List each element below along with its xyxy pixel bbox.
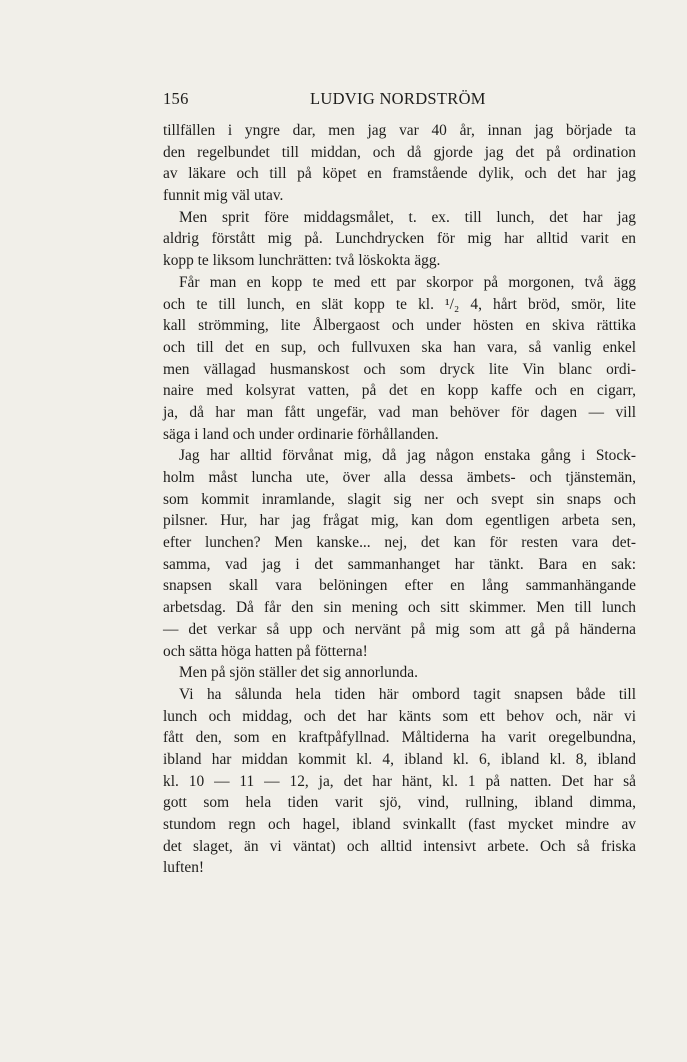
text-line: Får man en kopp te med ett par skorpor på morgonen, två ägg	[179, 273, 636, 291]
text-line: fått den, som en kraftpåfyllnad. Måltiderna ha varit oregelbundna,	[163, 729, 636, 747]
text-line: samma, vad jag i det sammanhanget har tänkt. Bara en sak:	[163, 555, 636, 573]
text-line: — det verkar så upp och nervänt på mig som att gå på händerna	[163, 620, 636, 638]
text-line: aldrig förstått mig på. Lunchdrycken för mig har alltid varit en	[163, 230, 636, 248]
text-line: kl. 10 — 11 — 12, ja, det har hänt, kl. 1 på natten. Det har så	[163, 772, 636, 790]
text-line: ja, då har man fått ungefär, vad man behöver för dagen — vill	[163, 403, 636, 421]
text-line: tillfällen i yngre dar, men jag var 40 år, innan jag började ta	[163, 122, 636, 139]
text-line: det slaget, än vi väntat) och alltid intensivt arbete. Och så friska	[163, 837, 636, 855]
text-line: stundom regn och hagel, ibland svinkallt (fast mycket mindre av	[163, 816, 636, 833]
text-line: holm måst luncha ute, över alla dessa ämbets- och tjänstemän,	[163, 469, 636, 486]
text-line: kopp te liksom lunchrätten: två löskokta ägg.	[163, 252, 441, 270]
text-line: av läkare och till på köpet en framstående dylik, och det har jag	[163, 165, 636, 183]
text-line: Men sprit före middagsmålet, t. ex. till lunch, det har jag	[179, 208, 636, 226]
text-line: gott som hela tiden varit sjö, vind, rullning, ibland dimma,	[163, 794, 636, 812]
text-line: kall strömming, lite Ålbergaost och under hösten en skiva rättika	[163, 317, 636, 335]
text-line: Jag har alltid förvånat mig, då jag någon enstaka gång i Stock-	[179, 447, 636, 465]
page-number: 156	[163, 89, 189, 108]
text-line: funnit mig väl utav.	[163, 187, 284, 205]
text-line: säga i land och under ordinarie förhållanden.	[163, 425, 439, 443]
text-line: efter lunchen? Men kanske... nej, det kan för resten vara det-	[163, 534, 636, 552]
text-line: lunch och middag, och det har känts som ett behov och, när vi	[163, 707, 636, 725]
text-line: luften!	[163, 859, 205, 877]
text-line: och sätta höga hatten på fötterna!	[163, 642, 368, 660]
text-line: snapsen skall vara belöningen efter en lång sammanhängande	[163, 577, 636, 595]
text-line: ibland har middan kommit kl. 4, ibland kl. 6, ibland kl. 8, ibland	[163, 750, 636, 768]
text-line: pilsner. Hur, har jag frågat mig, kan dom egentligen arbeta sen,	[163, 512, 636, 530]
text-line: men vällagad husmanskost och som dryck lite Vin blanc ordi-	[163, 360, 636, 378]
text-line: som kommit inramlande, slagit sig ner och svept sin snaps och	[163, 490, 636, 508]
running-head	[163, 89, 636, 113]
text-line: naire med kolsyrat vatten, på det en kopp kaffe och en cigarr,	[163, 382, 636, 400]
text-line: och te till lunch, en slät kopp te kl. ¹/₂ 4, hårt bröd, smör, lite	[163, 295, 636, 313]
running-head-author: LUDVIG NORDSTRÖM	[310, 89, 486, 108]
text-line: arbetsdag. Då får den sin mening och sitt skimmer. Men till lunch	[163, 599, 636, 617]
text-line: den regelbundet till middan, och då gjorde jag det på ordination	[163, 143, 636, 161]
text-line: Men på sjön ställer det sig annorlunda.	[179, 664, 418, 682]
text-line: och till det en sup, och fullvuxen ska han vara, så vanlig enkel	[163, 338, 636, 356]
body-text	[163, 120, 636, 879]
text-line: Vi ha sålunda hela tiden här ombord tagit snapsen både till	[179, 685, 636, 703]
